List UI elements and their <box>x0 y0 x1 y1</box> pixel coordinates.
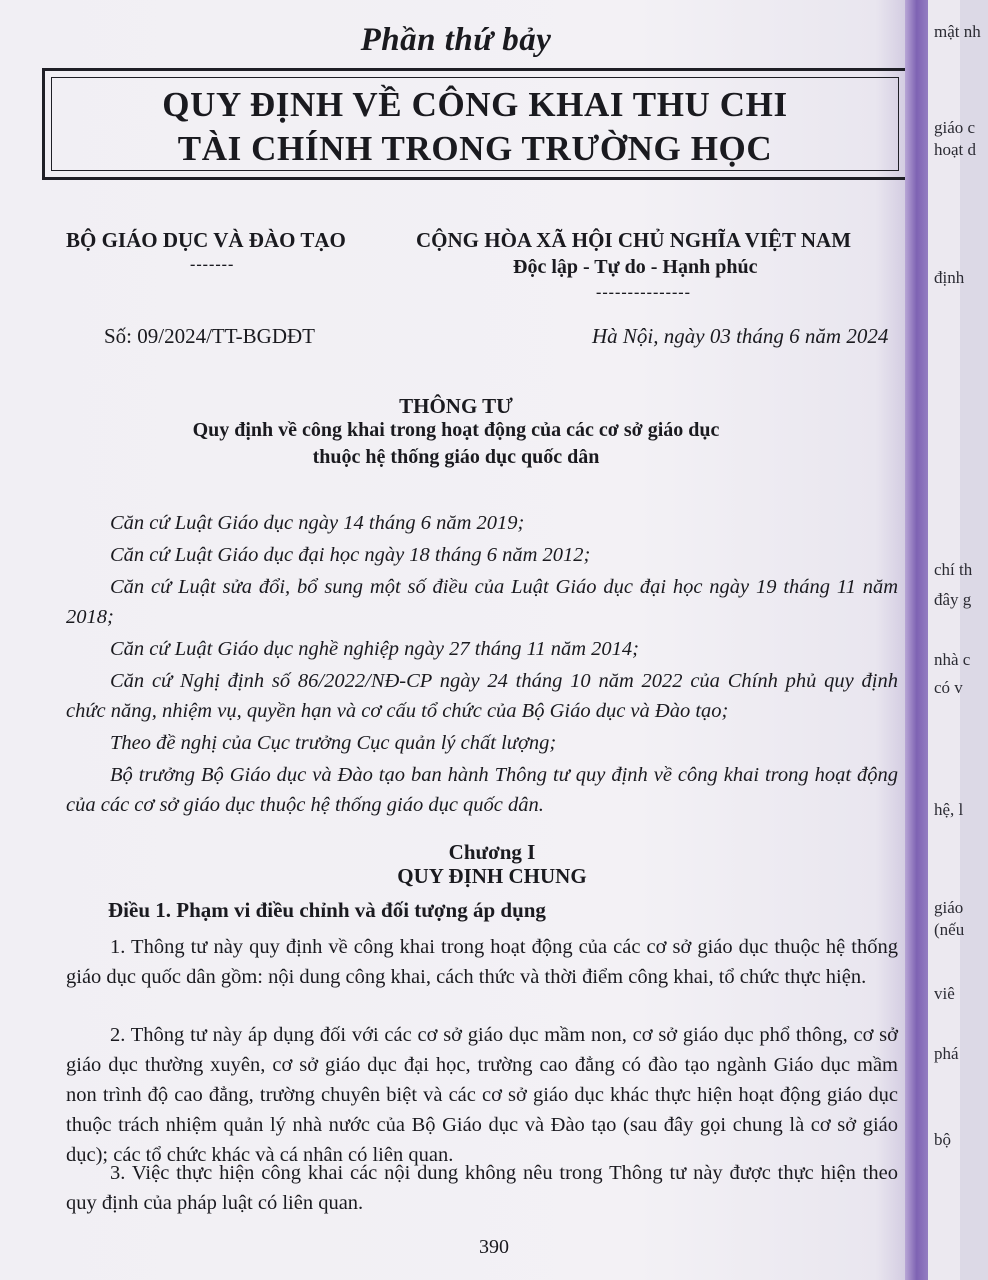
preamble-item: Căn cứ Nghị định số 86/2022/NĐ-CP ngày 24 tháng 10 năm 2022 của Chính phủ quy định chức năng, nhiệm vụ, quyền hạn và cơ cấu tổ chức của Bộ Giáo dục và Đào tạo; <box>66 670 898 722</box>
next-page-fragment: phá <box>934 1044 959 1063</box>
preamble-item: Theo đề nghị của Cục trưởng Cục quản lý chất lượng; <box>110 732 557 754</box>
next-page-fragment: mật nh <box>934 22 981 41</box>
document-number: Số: 09/2024/TT-BGDĐT <box>104 324 315 348</box>
next-page-fragment: hoạt d <box>934 140 977 159</box>
preamble-item: Căn cứ Luật Giáo dục nghề nghiệp ngày 27 tháng 11 năm 2014; <box>110 638 639 660</box>
next-page-fragment: (nếu <box>934 920 965 939</box>
next-page-fragment: chí th <box>934 560 973 579</box>
next-page-fragment: nhà c <box>934 650 971 669</box>
next-page-fragment: hệ, l <box>934 800 964 819</box>
article-1-heading: Điều 1. Phạm vi điều chỉnh và đối tượng áp dụng <box>108 898 546 922</box>
part-title: Phần thứ bảy <box>360 22 552 58</box>
next-page-fragment: có v <box>934 678 963 697</box>
page-number: 390 <box>479 1236 509 1258</box>
preamble-item: Bộ trưởng Bộ Giáo dục và Đào tạo ban hành Thông tư quy định về công khai trong hoạt động của các cơ sở giáo dục thuộc hệ thống giáo dục quốc dân. <box>66 764 898 816</box>
place-and-date: Hà Nội, ngày 03 tháng 6 năm 2024 <box>592 324 889 348</box>
article-1-clause: 3. Việc thực hiện công khai các nội dung không nêu trong Thông tư này được thực hiện theo quy định của pháp luật có liên quan. <box>66 1162 898 1214</box>
national-motto: Độc lập - Tự do - Hạnh phúc <box>513 256 758 278</box>
ministry-name: BỘ GIÁO DỤC VÀ ĐÀO TẠO <box>66 228 346 252</box>
adjacent-page-edge <box>928 0 981 1280</box>
document-subject-line-2: thuộc hệ thống giáo dục quốc dân <box>312 446 600 468</box>
article-1-clause: 2. Thông tư này áp dụng đối với các cơ sở giáo dục mầm non, cơ sở giáo dục phổ thông, cơ sở giáo dục thường xuyên, cơ sở giáo dục đại học, trường cao đẳng có đào tạo ngành Giáo dục mầm non trình độ cao đẳng, trường chuyên biệt và các cơ sở giáo dục khác thực hiện hoạt động giáo dục thuộc trách nhiệm quản lý nhà nước của Bộ Giáo dục và Đào tạo (sau đây gọi chung là cơ sở giáo dục); các tổ chức khác và cá nhân có liên quan. <box>66 1024 898 1166</box>
next-page-fragment: bộ <box>934 1130 951 1149</box>
chapter-number: Chương I <box>448 840 536 864</box>
article-1-clause: 1. Thông tư này quy định về công khai trong hoạt động của các cơ sở giáo dục thuộc hệ thống giáo dục quốc dân gồm: nội dung công khai, cách thức và thời điểm công khai, tổ chức thực hiện. <box>66 936 898 988</box>
next-page-fragment: giáo c <box>934 118 976 137</box>
section-title-line-2: TÀI CHÍNH TRONG TRƯỜNG HỌC <box>177 129 773 168</box>
country-name: CỘNG HÒA XÃ HỘI CHỦ NGHĨA VIỆT NAM <box>416 228 852 252</box>
chapter-title: QUY ĐỊNH CHUNG <box>397 864 587 888</box>
ministry-rule: ------- <box>190 256 235 273</box>
section-title-line-1: QUY ĐỊNH VỀ CÔNG KHAI THU CHI <box>162 85 788 124</box>
motto-rule: --------------- <box>596 284 691 301</box>
section-title-box <box>42 68 908 180</box>
next-page-fragment: định <box>934 268 965 287</box>
preamble-item: Căn cứ Luật Giáo dục đại học ngày 18 tháng 6 năm 2012; <box>110 544 591 566</box>
next-page-fragment: viê <box>934 984 955 1003</box>
document-type: THÔNG TƯ <box>399 394 513 418</box>
document-subject-line-1: Quy định về công khai trong hoạt động của các cơ sở giáo dục <box>192 419 720 441</box>
preamble-item: Căn cứ Luật Giáo dục ngày 14 tháng 6 năm 2019; <box>110 512 525 534</box>
next-page-fragment: giáo <box>934 898 964 917</box>
preamble-item: Căn cứ Luật sửa đổi, bổ sung một số điều của Luật Giáo dục đại học ngày 19 tháng 11 năm 2018; <box>66 576 898 628</box>
next-page-fragment: đây g <box>934 590 972 609</box>
